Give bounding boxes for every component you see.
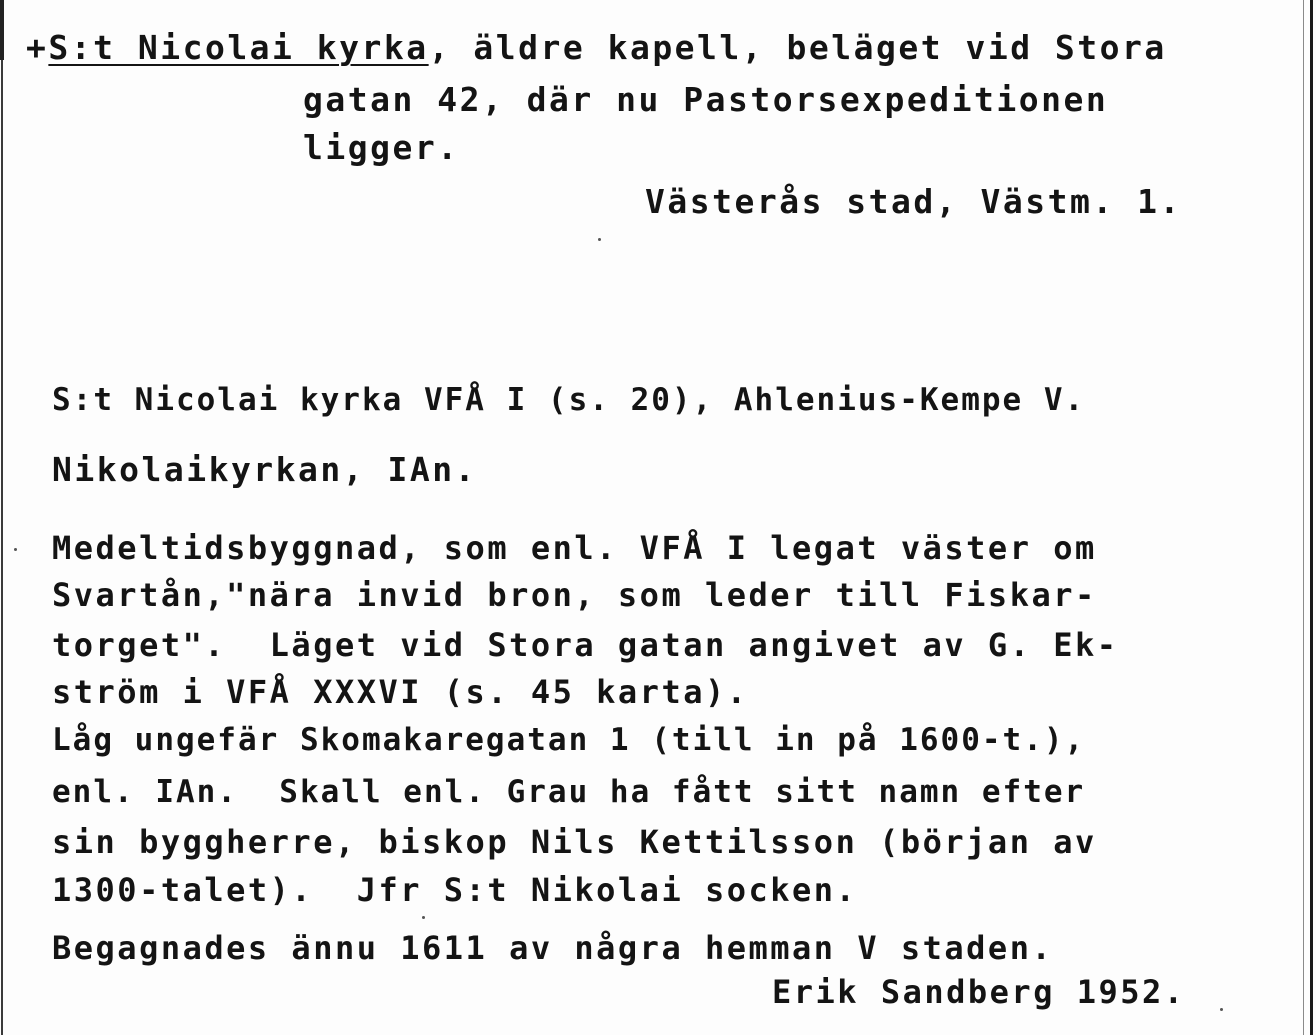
heading-line-3: ligger. bbox=[303, 128, 460, 167]
body-line-2: Svartån,"nära invid bron, som leder till Fiskar- bbox=[52, 576, 1097, 614]
body-line-1: Medeltidsbyggnad, som enl. VFÅ I legat väster om bbox=[52, 529, 1097, 567]
body-line-4: ström i VFÅ XXXVI (s. 45 karta). bbox=[52, 673, 749, 711]
heading-location: Västerås stad, Västm. 1. bbox=[645, 182, 1182, 221]
card-right-edge-shadow bbox=[1303, 0, 1304, 1035]
body-line-5: Låg ungefär Skomakaregatan 1 (till in på 1600-t.), bbox=[52, 722, 1086, 758]
body-line-6: enl. IAn. Skall enl. Grau ha fått sitt namn efter bbox=[52, 774, 1086, 810]
heading-entry-name: S:t Nicolai kyrka bbox=[48, 28, 429, 67]
card-right-edge bbox=[1310, 0, 1313, 1035]
heading-marker: + bbox=[26, 28, 49, 67]
heading-line-1-rest: , äldre kapell, beläget vid Stora bbox=[428, 28, 1167, 67]
card-left-edge-mark bbox=[0, 0, 4, 60]
scan-speck bbox=[14, 548, 17, 551]
reference-line-1: S:t Nicolai kyrka VFÅ I (s. 20), Ahlenius-Kempe V. bbox=[52, 382, 1086, 418]
heading-line-1 bbox=[26, 28, 1167, 68]
scan-speck bbox=[1220, 1008, 1223, 1011]
scan-speck bbox=[598, 238, 601, 241]
scan-speck bbox=[422, 916, 425, 919]
body-line-7: sin byggherre, biskop Nils Kettilsson (början av bbox=[52, 823, 1097, 861]
body-line-8: 1300-talet). Jfr S:t Nikolai socken. bbox=[52, 871, 858, 909]
body-line-3: torget". Läget vid Stora gatan angivet av G. Ek- bbox=[52, 626, 1119, 664]
body-line-9: Begagnades ännu 1611 av några hemman V staden. bbox=[52, 929, 1054, 967]
signature: Erik Sandberg 1952. bbox=[772, 973, 1186, 1011]
heading-line-2: gatan 42, där nu Pastorsexpeditionen bbox=[303, 80, 1109, 119]
reference-line-2: Nikolaikyrkan, IAn. bbox=[52, 450, 477, 489]
card-left-edge bbox=[1, 0, 3, 1035]
